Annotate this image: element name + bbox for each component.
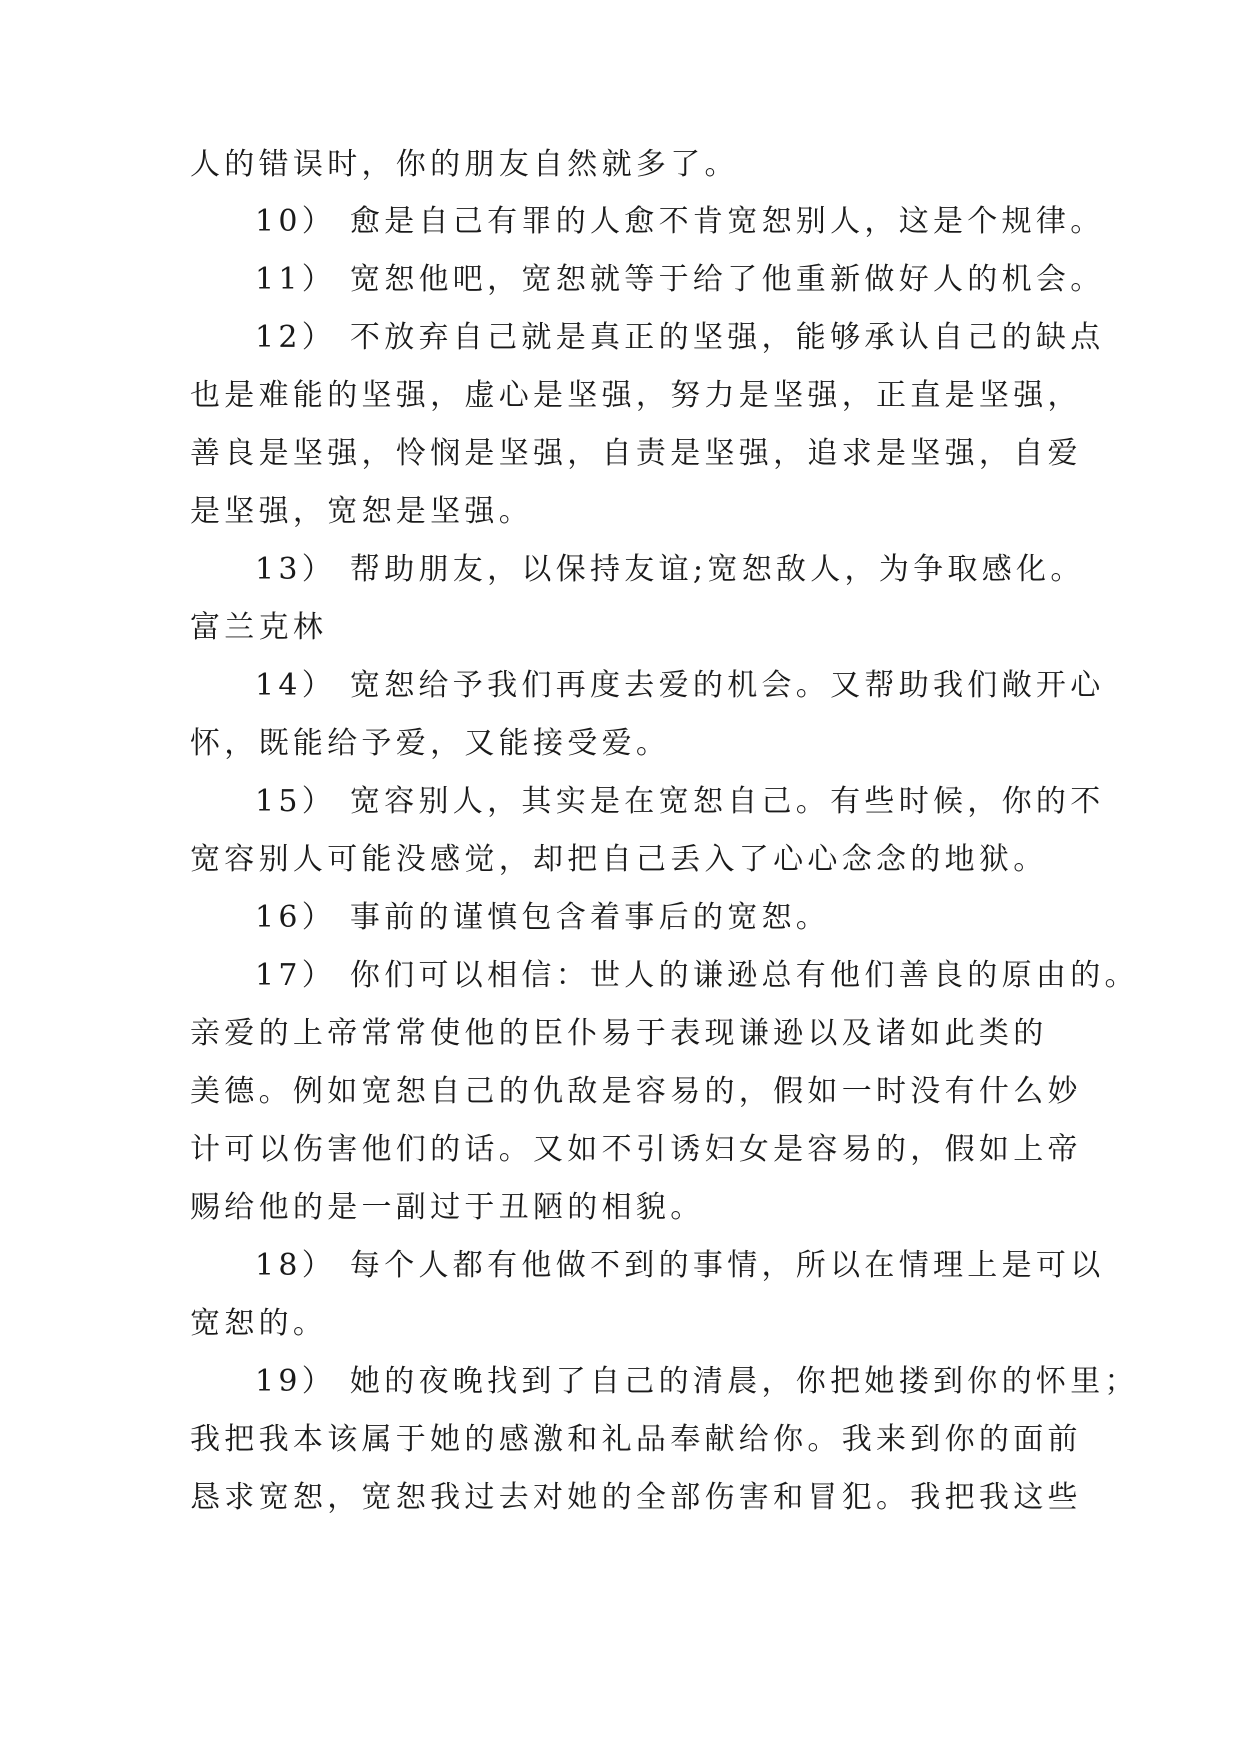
text-line: 17） 你们可以相信：世人的谦逊总有他们善良的原由的。: [255, 958, 1139, 993]
text-line: 18） 每个人都有他做不到的事情，所以在情理上是可以: [255, 1248, 1105, 1283]
text-line: 19） 她的夜晚找到了自己的清晨，你把她搂到你的怀里；: [255, 1364, 1139, 1399]
text-line: 11） 宽恕他吧，宽恕就等于给了他重新做好人的机会。: [255, 262, 1105, 297]
text-line: 恳求宽恕，宽恕我过去对她的全部伤害和冒犯。我把我这些: [190, 1480, 1082, 1515]
text-line: 富兰克林: [190, 610, 328, 645]
text-line: 是坚强，宽恕是坚强。: [190, 494, 533, 529]
text-line: 善良是坚强，怜悯是坚强，自责是坚强，追求是坚强，自爱: [190, 436, 1082, 471]
text-line: 怀，既能给予爱，又能接受爱。: [190, 726, 671, 761]
text-line: 15） 宽容别人，其实是在宽恕自己。有些时候，你的不: [255, 784, 1105, 819]
text-line: 16） 事前的谨慎包含着事后的宽恕。: [255, 900, 831, 935]
text-line: 13） 帮助朋友，以保持友谊;宽恕敌人，为争取感化。: [255, 552, 1085, 587]
text-line: 亲爱的上帝常常使他的臣仆易于表现谦逊以及诸如此类的: [190, 1016, 1048, 1051]
text-line: 赐给他的是一副过于丑陋的相貌。: [190, 1190, 705, 1225]
text-line: 宽恕的。: [190, 1306, 328, 1341]
text-line: 14） 宽恕给予我们再度去爱的机会。又帮助我们敞开心: [255, 668, 1105, 703]
text-line: 美德。例如宽恕自己的仇敌是容易的，假如一时没有什么妙: [190, 1074, 1082, 1109]
text-line: 宽容别人可能没感觉，却把自己丢入了心心念念的地狱。: [190, 842, 1048, 877]
text-line: 也是难能的坚强，虚心是坚强，努力是坚强，正直是坚强，: [190, 378, 1082, 413]
text-line: 10） 愈是自己有罪的人愈不肯宽恕别人，这是个规律。: [255, 204, 1105, 239]
text-line: 我把我本该属于她的感激和礼品奉献给你。我来到你的面前: [190, 1422, 1082, 1457]
text-line: 人的错误时，你的朋友自然就多了。: [190, 147, 739, 182]
text-line: 12） 不放弃自己就是真正的坚强，能够承认自己的缺点: [255, 320, 1105, 355]
text-line: 计可以伤害他们的话。又如不引诱妇女是容易的，假如上帝: [190, 1132, 1082, 1167]
